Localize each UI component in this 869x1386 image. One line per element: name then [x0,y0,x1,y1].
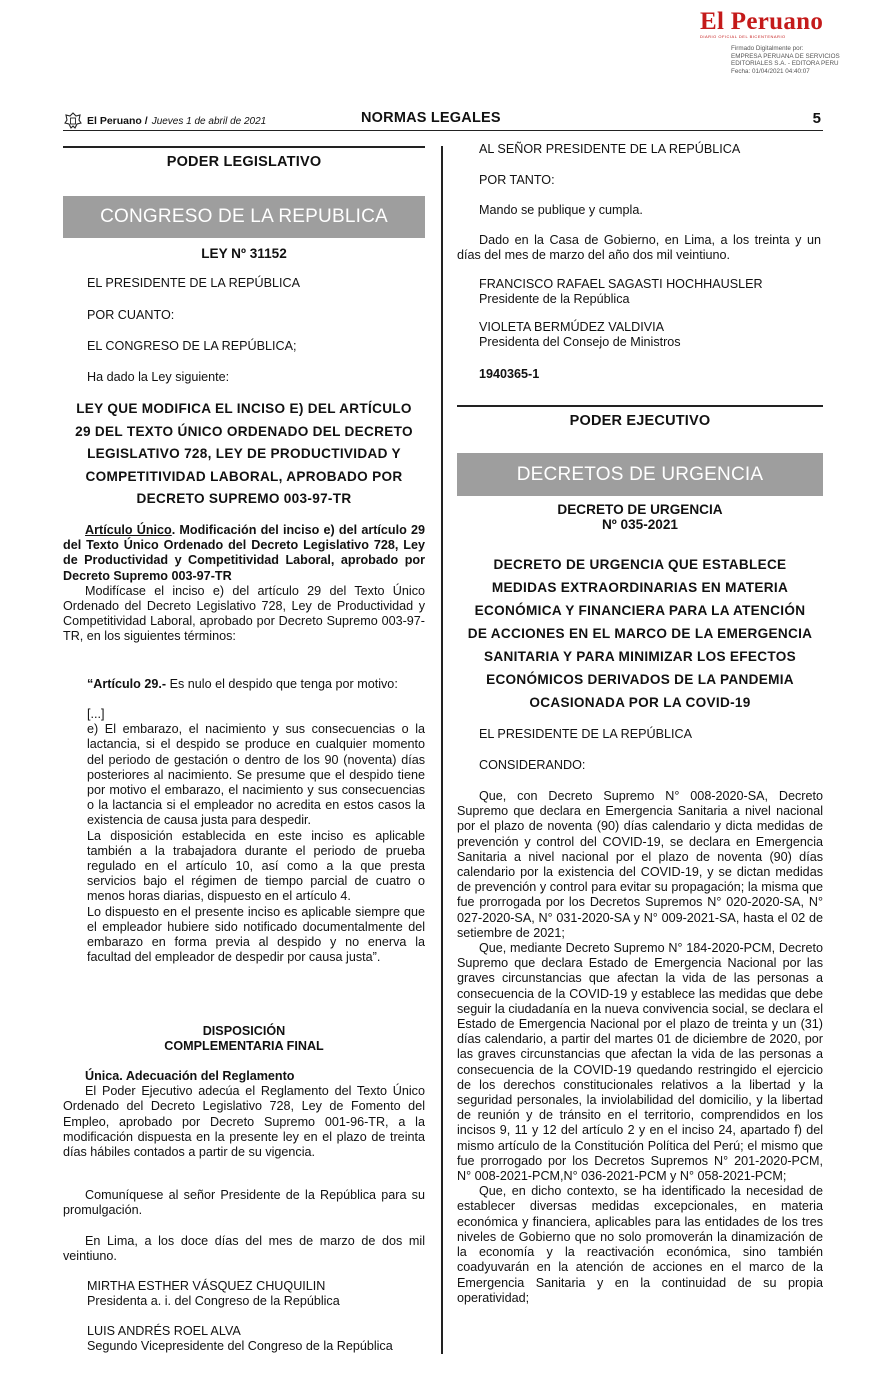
law-number: LEY Nº 31152 [201,246,287,261]
law-title-line: 29 DEL TEXTO ÚNICO ORDENADO DEL DECRETO [75,423,413,439]
consideration-paragraph: Que, con Decreto Supremo N° 008-2020-SA, Decreto Supremo que declara en Emergencia Sanitaria a nivel nacional por el plazo de noventa (90) días calendario y dicta medidas de prevención y control del COVID-19, se declara en Emergencia Sanitaria a nivel nacional por el plazo de noventa (90) días calendario por la existencia del COVID-19, y se dictan medidas de prevención y control para evitar su propagación; la misma que fue prorrogada por los Decretos Supremos N° 020-2020-SA, N° 027-2020-SA, N° 031-2020-SA y N° 009-2021-SA, hasta el 02 de setiembre de 2021; [457,789,823,940]
law-title-line: LEGISLATIVO 728, LEY DE PRODUCTIVIDAD Y [87,446,401,461]
disposition-title-line: COMPLEMENTARIA FINAL [164,1039,324,1054]
section-rule [63,146,425,148]
running-header [63,108,823,131]
quote-intro [87,677,425,692]
decree-title-line: MEDIDAS EXTRAORDINARIAS EN MATERIA [491,580,789,595]
section-rule [457,405,823,407]
el-peruano-logo [700,8,869,48]
paragraph: Dado en la Casa de Gobierno, en Lima, a los treinta y un días del mes de marzo del año dos mil veintiuno. [457,233,821,263]
paragraph: EL CONGRESO DE LA REPÚBLICA; [87,339,297,353]
considerations [457,789,823,1306]
law-title-line: LEY QUE MODIFICA EL INCISO E) DEL ARTÍCULO [76,401,412,416]
quote-paragraph: La disposición establecida en este inciso es aplicable también a la trabajadora durante el periodo de prueba regulado en el artículo 10, así como a la que presta servicios bajo el régimen de tiempo parcial de cuatro o menos horas diarias, dispuesto en el artículo 4. [87,828,425,904]
logo-tagline: DIARIO OFICIAL DEL BICENTENARIO [700,34,786,39]
unica-title: Única. Adecuación del Reglamento [85,1069,295,1083]
unica-block [63,1069,425,1160]
signatory-role: Presidenta del Consejo de Ministros [479,335,681,350]
signature-line: EMPRESA PERUANA DE SERVICIOS [731,52,840,60]
signatory-name: MIRTHA ESTHER VÁSQUEZ CHUQUILIN [87,1279,326,1293]
header-paper-date [63,112,266,130]
header-section: NORMAS LEGALES [361,110,501,126]
signatory-name: FRANCISCO RAFAEL SAGASTI HOCHHAUSLER [479,277,763,291]
decree-number [457,502,823,532]
paragraph: EL PRESIDENTE DE LA REPÚBLICA [479,727,692,741]
law-title-line: DECRETO SUPREMO 003-97-TR [136,491,352,506]
article-body: Modifícase el inciso e) del artículo 29 del Texto Único Ordenado del Decreto Legislativo 728, Ley de Productividad y Competitividad Laboral, aprobado por Decreto Supremo 003-97-TR, en los siguientes términos: [63,583,425,644]
decree-title [457,553,823,714]
signature-line: EDITORIALES S.A. - EDITORA PERU [731,60,839,68]
decree-number-line: Nº 035-2021 [601,517,678,533]
paragraph: POR CUANTO: [87,308,175,322]
decrees-banner: DECRETOS DE URGENCIA [457,453,823,496]
decree-number-line: DECRETO DE URGENCIA [557,502,723,517]
paragraph: Mando se publique y cumpla. [479,203,643,217]
paragraph: CONSIDERANDO: [479,758,586,772]
page-number: 5 [812,110,821,127]
signatory-name: VIOLETA BERMÚDEZ VALDIVIA [479,320,664,334]
paragraph: EL PRESIDENTE DE LA REPÚBLICA [87,276,300,290]
signatory-name: LUIS ANDRÉS ROEL ALVA [87,1324,241,1338]
signature-block [479,320,821,350]
paragraph: POR TANTO: [479,173,555,187]
signature-block [87,1279,425,1309]
signatory-role: Presidente de la República [479,292,630,307]
disposition-title-line: DISPOSICIÓN [202,1024,286,1038]
section-title: PODER LEGISLATIVO [166,154,322,170]
signature-line: Firmado Digitalmente por: [731,45,804,52]
decree-title-line: DECRETO DE URGENCIA QUE ESTABLECE [493,557,787,572]
section-title: PODER EJECUTIVO [569,413,711,429]
consideration-paragraph: Que, mediante Decreto Supremo N° 184-2020-PCM, Decreto Supremo que declara Estado de Emergencia Nacional por las graves circunstancias que afectan la vida de las personas a consecuencia de la COVID-19 y establece las medidas que debe seguir la ciudadanía en la nueva convivencia social, se declara el Estado de Emergencia Nacional por el plazo de treinta y un (31) días calendario, a partir del martes 01 de diciembre de 2020, por las graves circunstancias que afectan la vida de las personas a consecuencia de la COVID-19 quedando restringido el ejercicio de los derechos constitucionales relativos a la libertad y la seguridad personales, la inviolabilidad del domicilio, y la libertad de reunión y de tránsito en el territorio, comprendidos en los incisos 9, 11 y 12 del artículo 2 y en el inciso 24, apartado f) del mismo artículo de la Constitución Política del Perú; el mismo que fue prorrogado por los Decretos Supremos N° 201-2020-PCM, N° 008-2021-PCM,N° 036-2021-PCM y N° 058-2021-PCM; [457,941,823,1184]
publication-code: 1940365-1 [479,367,540,381]
paragraph: Comuníquese al señor Presidente de la República para su promulgación. [63,1188,425,1218]
header-paper: El Peruano / [87,115,148,127]
quote-paragraph: Lo dispuesto en el presente inciso es aplicable siempre que el empleador hubiere sido notificado documentalmente del embarazo en forma previa al despido y no enerva la facultad del empleador de despedir por causa justa”. [87,904,425,965]
decree-title-line: ECONÓMICOS DERIVADOS DE LA PANDEMIA [486,672,794,687]
article-heading: . Modificación del inciso e) del artículo 29 del Texto Único Ordenado del Decreto Legislativo 728, Ley de Productividad y Competitividad Laboral, aprobado por Decreto Supremo 003-97-TR [63,523,425,583]
signatory-role: Presidenta a. i. del Congreso de la República [87,1294,340,1309]
digital-signature [731,45,866,75]
article-block [63,523,425,645]
signature-block [87,1324,425,1354]
signature-block [479,277,821,307]
law-title [63,398,425,511]
congress-banner: CONGRESO DE LA REPUBLICA [63,196,425,238]
signature-line: Fecha: 01/04/2021 04:40:07 [731,67,810,75]
consideration-paragraph: Que, en dicho contexto, se ha identificado la necesidad de establecer diversas medidas excepcionales, en materia económica y financiera, aplicables para las entidades de los tres niveles de Gobierno que no solo promoverán la dinamización de la economía y la reactivación económica, sino también coadyuvarán en la atención de acciones en el marco de la Emergencia Sanitaria y en la continuidad de su propia operatividad; [457,1184,823,1305]
quoted-article [87,707,425,965]
quote-label: “Artículo 29.- [87,677,167,691]
header-date: Jueves 1 de abril de 2021 [151,115,267,127]
decree-title-line: ECONÓMICA Y FINANCIERA PARA LA ATENCIÓN [474,603,806,618]
ellipsis: [...] [87,707,105,721]
quote-intro-text: Es nulo el despido que tenga por motivo: [166,677,398,691]
article-label: Artículo Único [85,523,172,537]
decree-title-line: DE ACCIONES EN EL MARCO DE LA EMERGENCIA [467,626,813,641]
decree-title-line: SANITARIA Y PARA MINIMIZAR LOS EFECTOS [484,649,796,664]
paragraph: En Lima, a los doce días del mes de marzo de dos mil veintiuno. [63,1234,425,1264]
paragraph: AL SEÑOR PRESIDENTE DE LA REPÚBLICA [479,142,741,156]
paragraph: Ha dado la Ley siguiente: [87,370,230,384]
disposition-title [63,1024,425,1054]
logo-text: El Peruano [700,8,824,35]
decree-title-line: OCASIONADA POR LA COVID-19 [529,695,751,710]
signatory-role: Segundo Vicepresidente del Congreso de la República [87,1339,393,1354]
law-title-line: COMPETITIVIDAD LABORAL, APROBADO POR [85,468,403,484]
quote-paragraph: e) El embarazo, el nacimiento y sus consecuencias o la lactancia, si el despido se produce en cualquier momento del periodo de gestación o dentro de los 90 (noventa) días posteriores al nacimiento. Se presume que el despido tiene por motivo el embarazo, el nacimiento y sus consecuencias o la lactancia si el empleador no acredita en estos casos la existencia de causa justa para despedir. [87,722,425,828]
coat-of-arms-icon [63,112,83,130]
unica-body: El Poder Ejecutivo adecúa el Reglamento del Texto Único Ordenado del Decreto Legislativo 728, Ley de Fomento del Empleo, aprobado por Decreto Supremo 001-96-TR, a la modificación dispuesta en la presente ley en el plazo de treinta días hábiles contados a partir de su vigencia. [63,1084,425,1160]
column-divider [441,146,443,1354]
